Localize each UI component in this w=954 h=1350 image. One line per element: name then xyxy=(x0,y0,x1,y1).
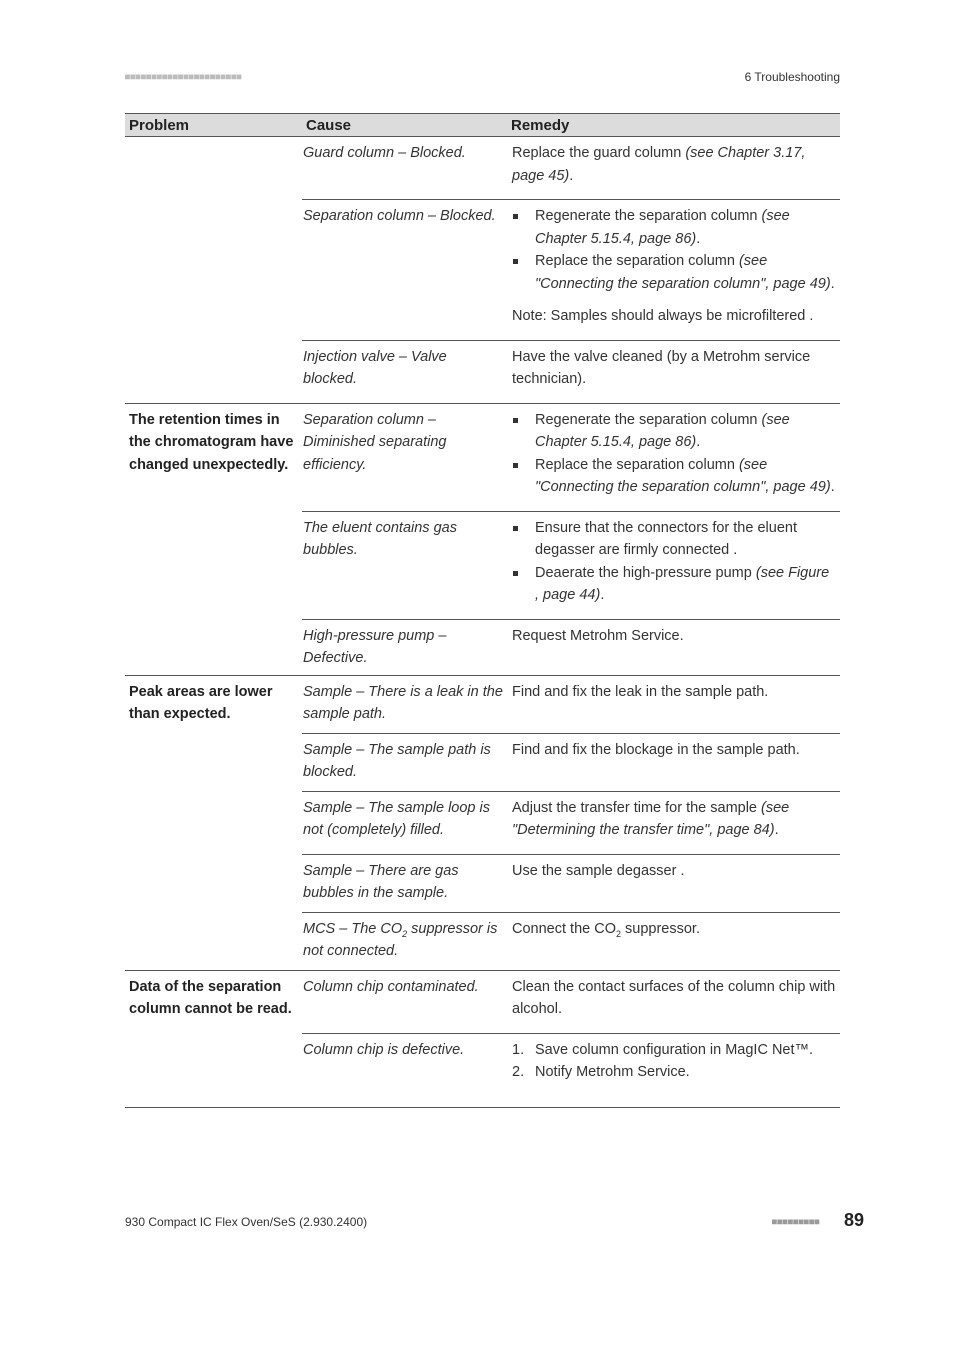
column-header-problem: Problem xyxy=(125,114,302,137)
cause-cell: Column chip contaminated. xyxy=(302,970,507,1033)
remedy-end: . xyxy=(696,230,701,247)
cause-text: MCS – The CO xyxy=(303,920,403,937)
remedy-cell xyxy=(507,912,840,970)
cause-cell xyxy=(302,912,507,970)
step-number: 2. xyxy=(512,1064,525,1080)
step-number: 1. xyxy=(512,1041,525,1058)
cross-reference-link[interactable]: (see "Connecting the separation column", page 49) xyxy=(535,456,831,495)
remedy-cell: Use the sample degasser . xyxy=(507,854,840,912)
column-header-cause: Cause xyxy=(302,114,507,137)
remedy-steps xyxy=(512,1039,836,1084)
column-header-remedy: Remedy xyxy=(507,114,840,137)
cross-reference-link[interactable]: (see Chapter 5.15.4, page 86) xyxy=(535,208,790,247)
list-item xyxy=(512,1061,836,1084)
remedy-text: Replace the guard column xyxy=(512,145,686,161)
remedy-end: . xyxy=(569,167,574,184)
problem-cell: Data of the separation column cannot be read. xyxy=(125,970,302,1107)
list-item xyxy=(512,205,836,250)
cause-cell: Sample – There are gas bubbles in the sample. xyxy=(302,854,507,912)
table-header-row xyxy=(125,114,840,137)
subscript: 2 xyxy=(615,928,621,939)
troubleshooting-table xyxy=(125,113,840,1108)
footer-decoration: ■■■■■■■■■ xyxy=(772,1217,820,1226)
note-text: Note: Samples should always be microfiltered . xyxy=(512,308,814,324)
remedy-text: suppressor. xyxy=(621,920,700,937)
remedy-text: Regenerate the separation column xyxy=(535,411,762,428)
cause-cell: Sample – There is a leak in the sample path. xyxy=(302,675,507,733)
problem-cell xyxy=(125,137,302,404)
remedy-cell: Clean the contact surfaces of the column chip with alcohol. xyxy=(507,970,840,1033)
remedy-cell xyxy=(507,200,840,341)
cross-reference-link[interactable]: (see Figure , page 44) xyxy=(535,564,830,603)
cause-cell: Sample – The sample loop is not (completely) filled. xyxy=(302,791,507,854)
cause-cell: Column chip is defective. xyxy=(302,1033,507,1107)
remedy-text: Deaerate the high-pressure pump xyxy=(535,564,756,581)
remedy-cell: Find and fix the leak in the sample path. xyxy=(507,675,840,733)
list-item: Ensure that the connectors for the eluent degasser are firmly connected . xyxy=(512,517,836,562)
remedy-text: Connect the CO xyxy=(512,920,616,937)
remedy-text: Regenerate the separation column xyxy=(535,208,762,224)
remedy-list xyxy=(512,205,836,295)
remedy-cell xyxy=(507,1033,840,1107)
cross-reference-link[interactable]: (see "Determining the transfer time", page 84) xyxy=(512,799,790,838)
header-decoration: ■■■■■■■■■■■■■■■■■■■■■■ xyxy=(125,72,242,81)
cause-cell: Guard column – Blocked. xyxy=(302,137,507,200)
remedy-cell xyxy=(507,791,840,854)
cause-cell: Separation column – Blocked. xyxy=(302,200,507,341)
cause-cell: The eluent contains gas bubbles. xyxy=(302,511,507,619)
step-text: Save column configuration in MagIC Net™. xyxy=(535,1041,814,1058)
remedy-end: . xyxy=(830,479,835,495)
list-item xyxy=(512,1039,836,1062)
remedy-text: Adjust the transfer time for the sample xyxy=(512,799,762,816)
page-number: 89 xyxy=(844,1210,865,1230)
cause-cell: Separation column – Diminished separating efficiency. xyxy=(302,403,507,511)
cause-cell: Sample – The sample path is blocked. xyxy=(302,733,507,791)
remedy-cell xyxy=(507,403,840,511)
remedy-list xyxy=(512,517,836,607)
subscript: 2 xyxy=(402,928,408,939)
cross-reference-link[interactable]: (see "Connecting the separation column", page 49) xyxy=(535,253,831,292)
list-item xyxy=(512,454,836,499)
remedy-cell: Request Metrohm Service. xyxy=(507,619,840,675)
remedy-text: Replace the separation column xyxy=(535,253,739,269)
cause-text: suppressor is not connected. xyxy=(303,920,498,959)
cause-cell: Injection valve – Valve blocked. xyxy=(302,340,507,403)
remedy-end: . xyxy=(696,434,701,450)
table-row xyxy=(125,403,840,511)
chapter-title: 6 Troubleshooting xyxy=(744,70,840,84)
remedy-end: . xyxy=(830,275,835,292)
remedy-cell: Have the valve cleaned (by a Metrohm service technician). xyxy=(507,340,840,403)
list-item xyxy=(512,562,836,607)
document-title: 930 Compact IC Flex Oven/SeS (2.930.2400) xyxy=(125,1215,368,1229)
remedy-text: Replace the separation column xyxy=(535,456,739,473)
cross-reference-link[interactable]: (see Chapter 3.17, page 45) xyxy=(512,145,806,184)
table-row xyxy=(125,137,840,200)
remedy-cell xyxy=(507,511,840,619)
problem-cell: Peak areas are lower than expected. xyxy=(125,675,302,970)
table-row xyxy=(125,970,840,1033)
remedy-cell xyxy=(507,137,840,200)
cross-reference-link[interactable]: (see Chapter 5.15.4, page 86) xyxy=(535,411,790,450)
remedy-list xyxy=(512,409,836,499)
remedy-end: . xyxy=(774,822,779,838)
remedy-cell: Find and fix the blockage in the sample path. xyxy=(507,733,840,791)
cause-cell: High-pressure pump – Defective. xyxy=(302,619,507,675)
list-item xyxy=(512,409,836,454)
problem-cell: The retention times in the chromatogram have changed unexpectedly. xyxy=(125,403,302,675)
list-item xyxy=(512,250,836,295)
table-row xyxy=(125,675,840,733)
step-text: Notify Metrohm Service. xyxy=(535,1064,690,1080)
remedy-end: . xyxy=(600,587,605,603)
